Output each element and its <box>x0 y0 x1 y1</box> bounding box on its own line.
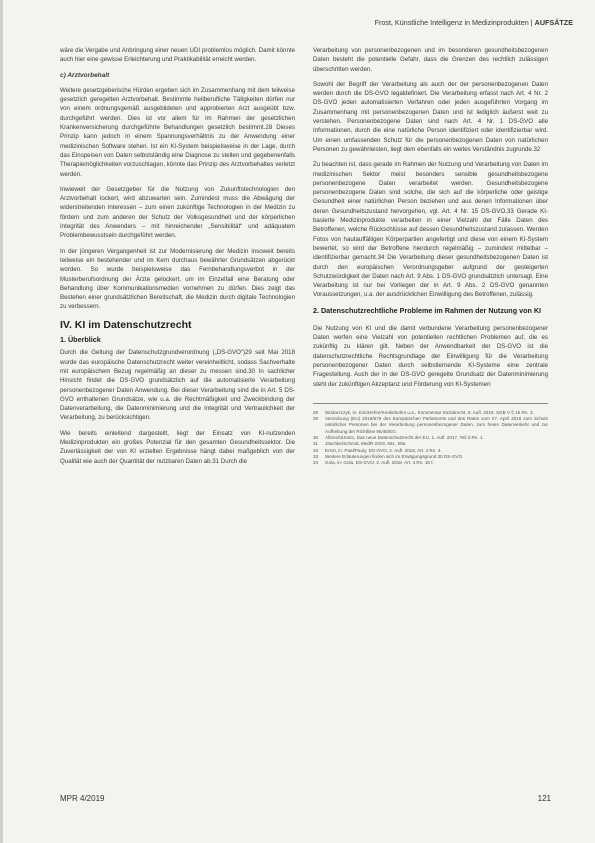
paragraph: Verarbeitung von personenbezogenen und im besonderen gesundheitsbezogenen Daten besteht die potentielle Gefahr, dass die Grenzen des rechtlich zulässigen überschritten werden. <box>313 47 548 73</box>
section-heading: IV. KI im Datenschutzrecht <box>60 318 192 331</box>
paragraph: Wie bereits einleitend dargestellt, liegt der Einsatz von KI-nutzenden Medizinprodukten ein großes Potenzial für den gesamten Gesundheitssektor. Die Zuverlässigkeit der von KI erzielten Ergebnisse hängt dabei maßgeblich von der Qualität wie auch der Quantität der nutzbaren Daten ab.31 Durch die <box>60 429 295 465</box>
paragraph: Sowohl der Begriff der Verarbeitung als auch der der personenbezogenen Daten werden durch die DS-GVO legaldefiniert. Die Verarbeitung erfasst nach Art. 4 Nr. 2 DS-GVO jeden automatisierten Verfahren oder jeden ausgeführten Vorgang im Zusammenhang mit personenbezogenen Daten und ist lediglich äußerst weit zu verstehen. Personenbezogene Daten sind nach Art. 4 Nr. 1 DS-GVO alle Informationen, durch die eine natürliche Person identifiziert oder identifizierbar wird. Um einen umfassenden Schutz für die personenbezogenen Daten von natürlichen Personen zu gewährleisten, liegt dem ebenfalls ein weites Verständnis zugrunde.32 <box>313 80 548 153</box>
paragraph: Weitere gesetzgeberische Hürden ergeben sich im Zusammenhang mit dem teilweise gesetzlich geregelten Arztvorbehalt. Bestimmte heilberufliche Tätigkeiten dürfen nur von einem ordnungsgemäß ausgebildeten und approbierten Arzt ausgeübt bzw. durchgeführt werden. Dies ist vor allem für im Rahmen der gesetzlichen Krankenversicherung durchgeführte Behandlungen gesetzlich bestimmt.28 Dieses Prinzip kann jedoch in einem Spannungsverhältnis zu der Anwendung einer medizinischen Software stehen. Ist ein KI-System beispielsweise in der Lage, durch das Einspeisen von Daten selbstständig eine Diagnose zu stellen und gegebenenfalls Therapiemöglichkeiten vorzuschlagen, könnte das Prinzip des Arztvorbehaltes verletzt werden. <box>60 86 295 178</box>
paragraph: Zu beachten ist, dass gerade im Rahmen der Nutzung und Verarbeitung von Daten im medizinischen Sektor meist besonders sensible gesundheitsbezogene personenbezogene Daten verarbeitet werden. Gesundheitsbezogene personenbezogene Daten sind solche, die sich auf die körperliche oder geistige Gesundheit einer natürlichen Person beziehen und aus denen Informationen über deren Gesundheitszustand hervorgehen, vgl. Art. 4 Nr. 15 DS-GVO.33 Gerade KI-basierte Medizinprodukte verarbeiten in einer Vielzahl der Fälle Daten des Betroffenen, welche Rückschlüsse auf dessen Gesundheitszustand zulassen. Werden Fotos von hautauffälligen Körperpartien angefertigt und diese von einem KI-System bewertet, so wird der Betroffene hierdurch regelmäßig – zumindest mittelbar – identifizierbar gemacht.34 Die Verarbeitung dieser gesundheitsbezogenen Daten ist durch den europäischen Verordnungsgeber aufgrund der gesteigerten Schutzwürdigkeit der Daten nach Art. 9 Abs. 1 DS-GVO grundsätzlich untersagt. Eine Verarbeitung ist nur bei Vorliegen der in Art. 9 Abs. 2 DS-GVO genannten Voraussetzungen, u.a. der ausdrücklichen Einwilligung des Betroffenen, zulässig. <box>313 161 548 299</box>
running-head <box>375 18 573 27</box>
footnote: 34 Gola, in: Gola, DS-GVO, 2. Aufl. 2018, Art. 4 Rn. 16 f. <box>313 460 434 466</box>
scan-edge <box>0 0 3 843</box>
footnote: 29 Verordnung (EU) 2016/679 des Europäischen Parlaments und des Rates vom 27. April 2016 zum Schutz natürlicher Personen bei der Verarbeitung personenbezogener Daten, zum freien Datenverkehr und zur Aufhebung der Richtlinie 95/46/EG. <box>313 416 548 434</box>
running-separator: | <box>530 18 533 27</box>
journal-issue: MPR 4/2019 <box>60 794 105 803</box>
footnote: 28 Wodarzczyk, in: Knickrehm/Kreikebohm u.a., Kommentar Sozialrecht, 6. Aufl. 2019, SGB V § 15 Rn. 3. <box>313 409 534 415</box>
right-column <box>313 46 548 466</box>
footnote: 33 Weitere Erläuterungen finden sich im Erwägungsgrund 35 DS-GVO. <box>313 453 464 459</box>
subsection-heading: 1. Überblick <box>60 335 101 345</box>
page-number: 121 <box>537 794 551 803</box>
footnote: 32 Ernst, in: Paal/Pauly, DS-GVO, 2. Aufl. 2018, Art. 4 Rn. 3. <box>313 447 442 453</box>
footnotes <box>313 403 548 467</box>
paragraph: Inwieweit der Gesetzgeber für die Nutzung von Zukunftstechnologien den Arztvorbehalt lockert, wird abzuwarten sein. Zumindest muss die Abwägung der widerstreitenden Interessen – zum einen zukünftige Technologien in der Medizin zu fördern und zum anderen der Schutz der Volksgesundheit und der körperlichen Integrität des Anwenders – mit hinreichender „Sensibilität“ und adäquatem Problembewusstsein durchgeführt werden. <box>60 185 295 240</box>
left-column <box>60 46 295 472</box>
paragraph: Durch die Geltung der Datenschutzgrundverordnung („DS-GVO“)29 seit Mai 2018 wurde das europäische Datenschutzrecht weiter vereinheitlicht, sodass Sachverhalte mit europäischem Bezug regelmäßig an dieser zu messen sind.30 In sachlicher Hinsicht findet die DS-GVO grundsätzlich auf die automatisierte Verarbeitung personenbezogener Daten Anwendung. Bei dieser Verarbeitung sind die in Art. 5 DS-GVO enthaltenen Grundsätze, wie u.a. die Rechtmäßigkeit und Zweckbindung der Datenverarbeitung, die Datenminimierung und die Integrität und Vertraulichkeit der Verarbeitung, zu berücksichtigen. <box>60 349 295 422</box>
subsection-heading: 2. Datenschutzrechtliche Probleme im Rahmen der Nutzung von KI <box>313 305 542 315</box>
paragraph: Die Nutzung von KI und die damit verbundene Verarbeitung personenbezogener Daten werfen eine Vielzahl von potentiellen rechtlichen Problemen auf, die es zukünftig zu klären gilt. Neben der Anwendbarkeit der DS-GVO ist die datenschutzrechtliche Rechtsgrundlage der Einwilligung für die Verarbeitung personenbezogener Daten durch selbstlernende KI-Systeme eine zentrale Fragestellung. Auch der in der DS-GVO geregelte Grundsatz der Datenminimierung steht der zukünftigen Akzeptanz und Förderung von KI-Systemen <box>313 324 548 388</box>
subheading-arztvorbehalt: c) Arztvorbehalt <box>60 71 110 79</box>
footnote: 30 Albrecht/Jotzo, Das neue Datenschutzrecht der EU, 1. Aufl. 2017, Teil 3 Rn. 1. <box>313 434 484 440</box>
section-label: AUFSÄTZE <box>534 18 573 27</box>
running-title: Frost, Künstliche Intelligenz in Medizinprodukten <box>374 18 529 27</box>
footnote: 31 Jäschke/Schmid, MedR 2019, 651, 656. <box>313 441 407 447</box>
paragraph-intro: wäre die Vergabe und Anbringung einer neuen UDI problemlos möglich. Damit könnte auch hier eine gewisse Erleichterung und Praktikabilität erreicht werden. <box>60 47 295 64</box>
paragraph: In der jüngeren Vergangenheit ist zur Modernisierung der Medizin insoweit bereits teilweise ein bestehender und im Kern durchaus bewährter Grundsätzen abgerückt worden. So wurde beispielsweise das Fernbehandlungsverbot in der Musterberufsordnung der Ärzte gelockert, um im Einzelfall eine Beratung oder Behandlung über Kommunikationsmedien vornehmen zu dürfen. Dies zeigt das Bestehen einer grundsätzlichen Bereitschaft, die Medizin durch digitale Technologien zu verbessern. <box>60 247 295 311</box>
